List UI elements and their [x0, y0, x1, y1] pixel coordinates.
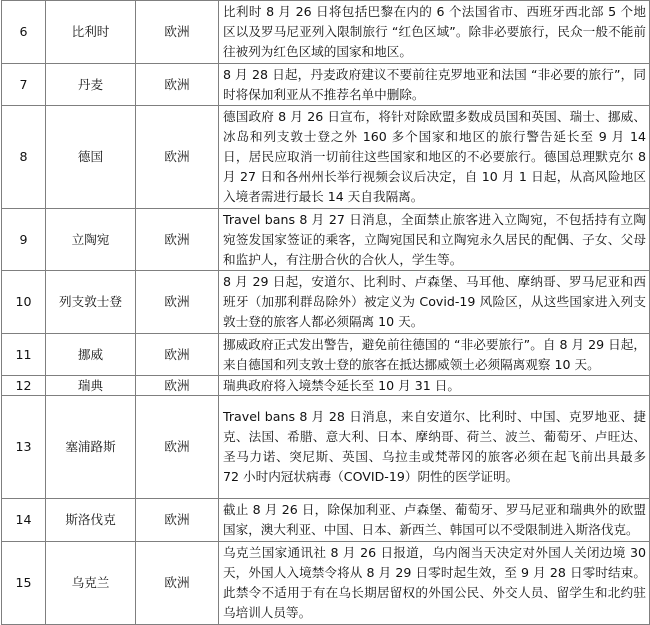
country-cell: 列支敦士登 [46, 271, 136, 334]
policy-cell: 截止 8 月 26 日，除保加利亚、卢森堡、葡萄牙、罗马尼亚和瑞典外的欧盟国家，澳大利亚、中国、日本、新西兰、韩国可以不受限制进入斯洛伐克。 [219, 499, 650, 542]
region-cell: 欧洲 [136, 209, 219, 271]
country-cell: 塞浦路斯 [46, 396, 136, 499]
policy-cell: 8 月 29 日起，安道尔、比利时、卢森堡、马耳他、摩纳哥、罗马尼亚和西班牙（加那利群岛除外）被定义为 Covid-19 风险区，从这些国家进入列支敦士登的旅客人都必须隔离 10 天。 [219, 271, 650, 334]
policy-cell: 德国政府 8 月 26 日宣布，将针对除欧盟多数成员国和英国、瑞士、挪威、冰岛和列支敦士登之外 160 多个国家和地区的旅行警告延长至 9 月 14 日，居民应取消一切前往这些国家和地区的不必要旅行。德国总理默克尔 8 月 27 日和各州州长举行视频会议后决定，自 10 月 1 日起，从高风险地区入境者需进行最长 14 天自我隔离。 [219, 106, 650, 209]
row-number: 7 [2, 64, 46, 106]
region-cell: 欧洲 [136, 64, 219, 106]
table-row [2, 1, 650, 64]
row-number: 6 [2, 1, 46, 64]
table-row [2, 334, 650, 376]
table-row [2, 106, 650, 209]
travel-restrictions-table [1, 0, 650, 625]
country-cell: 丹麦 [46, 64, 136, 106]
country-cell: 德国 [46, 106, 136, 209]
table-row [2, 542, 650, 625]
region-cell: 欧洲 [136, 334, 219, 376]
region-cell: 欧洲 [136, 499, 219, 542]
policy-cell: Travel bans 8 月 27 日消息，全面禁止旅客进入立陶宛，不包括持有立陶宛签发国家签证的乘客，立陶宛国民和立陶宛永久居民的配偶、子女、父母和监护人，有注册合伙的合伙人，学生等。 [219, 209, 650, 271]
row-number: 13 [2, 396, 46, 499]
row-number: 8 [2, 106, 46, 209]
region-cell: 欧洲 [136, 106, 219, 209]
region-cell: 欧洲 [136, 1, 219, 64]
policy-cell: 比利时 8 月 26 日将包括巴黎在内的 6 个法国省市、西班牙西北部 5 个地区以及罗马尼亚列入限制旅行 “红色区域”。除非必要旅行，民众一般不能前往被列为红色区域的国家和地区。 [219, 1, 650, 64]
region-cell: 欧洲 [136, 376, 219, 396]
country-cell: 乌克兰 [46, 542, 136, 625]
table-row [2, 396, 650, 499]
table-row [2, 499, 650, 542]
policy-cell: 乌克兰国家通讯社 8 月 26 日报道，乌内阁当天决定对外国人关闭边境 30 天，外国人入境禁令将从 8 月 29 日零时起生效，至 9 月 28 日零时结束。此禁令不适用于有在乌长期居留权的外国公民、外交人员、留学生和北约驻乌培训人员等。 [219, 542, 650, 625]
table-row [2, 64, 650, 106]
table-row [2, 209, 650, 271]
country-cell: 瑞典 [46, 376, 136, 396]
country-cell: 立陶宛 [46, 209, 136, 271]
row-number: 11 [2, 334, 46, 376]
policy-cell: 瑞典政府将入境禁令延长至 10 月 31 日。 [219, 376, 650, 396]
country-cell: 挪威 [46, 334, 136, 376]
policy-cell: 8 月 28 日起，丹麦政府建议不要前往克罗地亚和法国 “非必要的旅行”，同时将保加利亚从不推荐名单中删除。 [219, 64, 650, 106]
region-cell: 欧洲 [136, 542, 219, 625]
region-cell: 欧洲 [136, 396, 219, 499]
region-cell: 欧洲 [136, 271, 219, 334]
row-number: 10 [2, 271, 46, 334]
policy-cell: Travel bans 8 月 28 日消息，来自安道尔、比利时、中国、克罗地亚、捷克、法国、希腊、意大利、日本、摩纳哥、荷兰、波兰、葡萄牙、卢旺达、圣马力诺、突尼斯、英国、乌拉圭或梵蒂冈的旅客必须在起飞前出具最多 72 小时内冠状病毒（COVID-19）阴性的医学证明。 [219, 396, 650, 499]
country-cell: 斯洛伐克 [46, 499, 136, 542]
row-number: 12 [2, 376, 46, 396]
table-row [2, 271, 650, 334]
table-row [2, 376, 650, 396]
row-number: 14 [2, 499, 46, 542]
country-cell: 比利时 [46, 1, 136, 64]
policy-cell: 挪威政府正式发出警告，避免前往德国的 “非必要旅行”。自 8 月 29 日起，来自德国和列支敦士登的旅客在抵达挪威领土必须隔离观察 10 天。 [219, 334, 650, 376]
row-number: 15 [2, 542, 46, 625]
row-number: 9 [2, 209, 46, 271]
